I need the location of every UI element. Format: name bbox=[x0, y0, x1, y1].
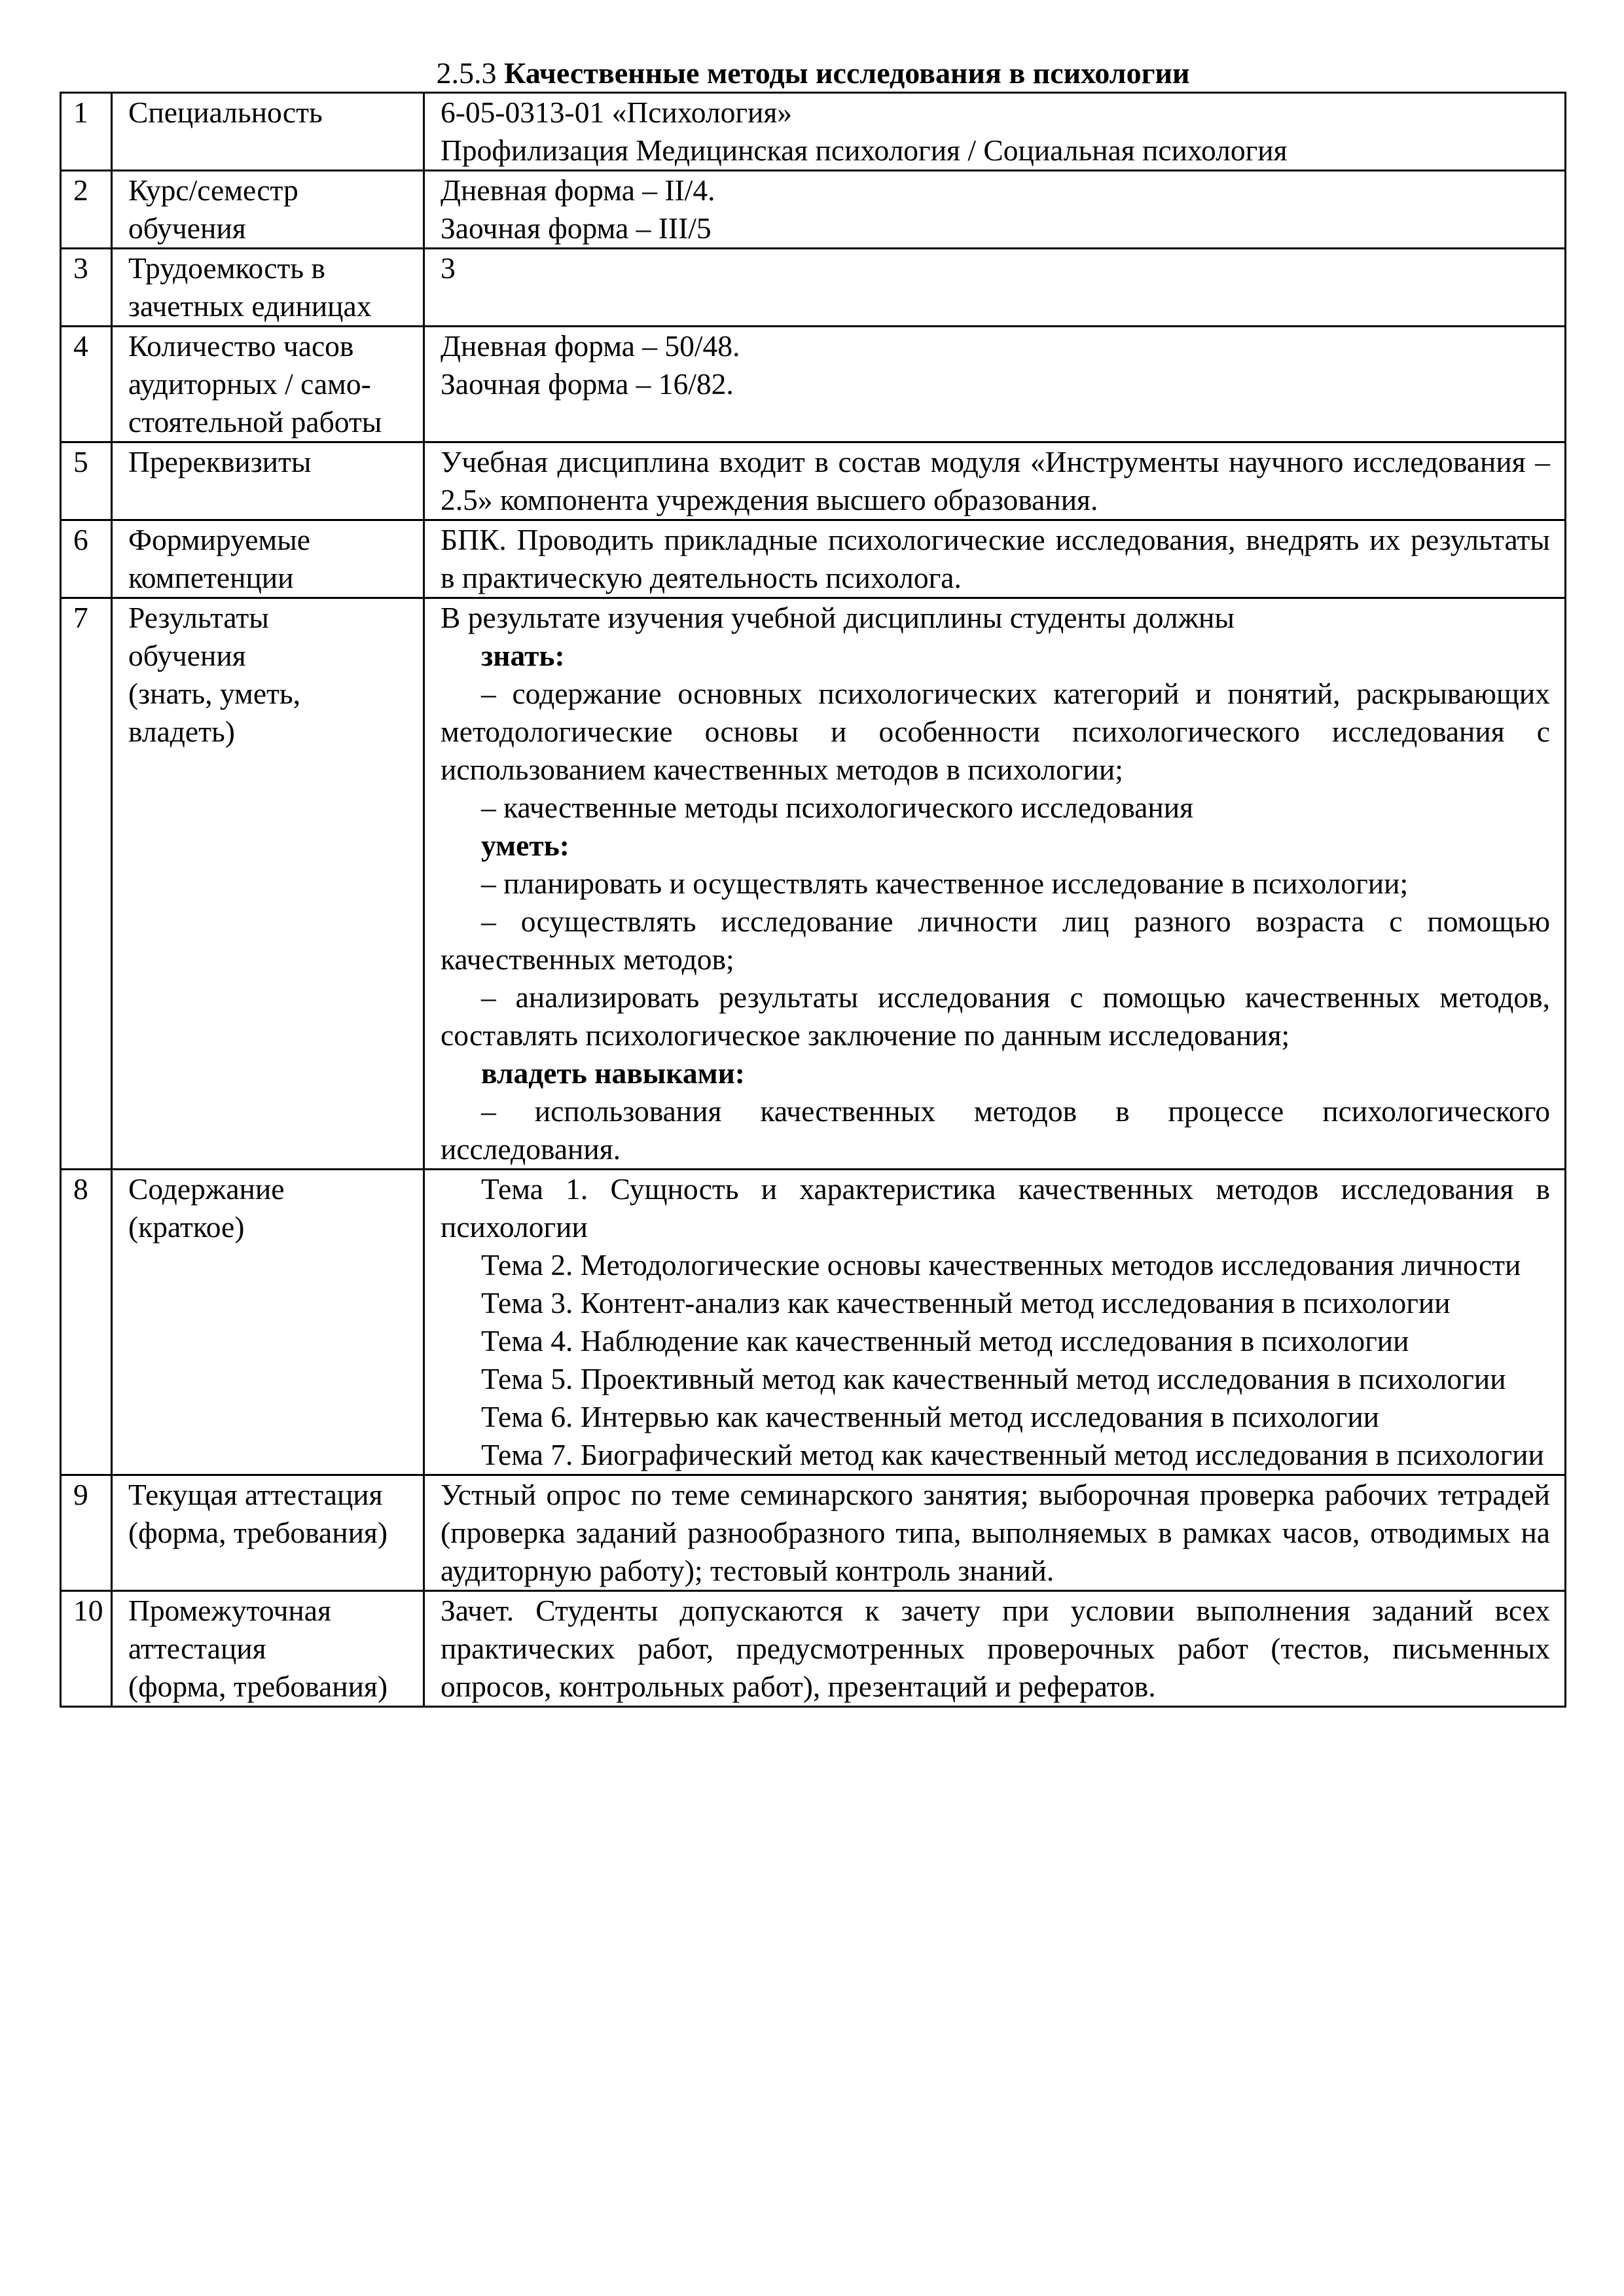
table-row bbox=[61, 171, 1566, 249]
page-title bbox=[60, 55, 1566, 92]
table-row bbox=[61, 93, 1566, 171]
row-label: Трудоемкость в зачетных единицах bbox=[112, 249, 424, 327]
table-row bbox=[61, 1591, 1566, 1707]
row-number: 6 bbox=[61, 520, 112, 598]
list-item: – планировать и осуществлять качественное исследование в психологии; bbox=[481, 867, 1409, 900]
row-number: 2 bbox=[61, 171, 112, 249]
row-value: Учебная дисциплина входит в состав модуля «Инструменты научного исследования – 2.5» компонента учреждения высшего образования. bbox=[424, 442, 1566, 520]
row-number: 5 bbox=[61, 442, 112, 520]
row-label: Количество часов аудиторных / само- стоятельной работы bbox=[112, 327, 424, 442]
row-label: Формируемые компетенции bbox=[112, 520, 424, 598]
topic-item: Тема 6. Интервью как качественный метод исследования в психологии bbox=[481, 1400, 1380, 1433]
topic-item: Тема 3. Контент-анализ как качественный метод исследования в психологии bbox=[481, 1286, 1451, 1319]
row-value: БПК. Проводить прикладные психологические исследования, внедрять их результаты в практическую деятельность психолога. bbox=[424, 520, 1566, 598]
row-label: Результаты обучения (знать, уметь, владеть) bbox=[112, 598, 424, 1170]
row-value bbox=[424, 1170, 1566, 1475]
topic-item: Тема 4. Наблюдение как качественный метод исследования в психологии bbox=[481, 1324, 1409, 1357]
table-row bbox=[61, 1170, 1566, 1475]
table-row bbox=[61, 520, 1566, 598]
row-value: 3 bbox=[424, 249, 1566, 327]
row-label: Курс/семестр обучения bbox=[112, 171, 424, 249]
table-row bbox=[61, 1475, 1566, 1591]
document-page bbox=[60, 55, 1566, 1708]
row-number: 7 bbox=[61, 598, 112, 1170]
can-heading: уметь: bbox=[481, 829, 569, 862]
row-label: Промежуточная аттестация (форма, требования) bbox=[112, 1591, 424, 1707]
section-number: 2.5.3 bbox=[436, 56, 497, 90]
row-value: Устный опрос по теме семинарского занятия; выборочная проверка рабочих тетрадей (проверка заданий разнообразного типа, выполняемых в рамках часов, отводимых на аудиторную работу); тестовый контроль знаний. bbox=[424, 1475, 1566, 1591]
table-row bbox=[61, 442, 1566, 520]
row-number: 10 bbox=[61, 1591, 112, 1707]
list-item: – содержание основных психологических категорий и понятий, раскрывающих методологические основы и особенности психологического исследования с использованием качественных методов в психологии; bbox=[441, 677, 1550, 786]
row-number: 4 bbox=[61, 327, 112, 442]
table-row bbox=[61, 327, 1566, 442]
row-number: 8 bbox=[61, 1170, 112, 1475]
topic-item: Тема 2. Методологические основы качественных методов исследования личности bbox=[481, 1248, 1521, 1282]
row-label: Специальность bbox=[112, 93, 424, 171]
learning-intro: В результате изучения учебной дисциплины студенты должны bbox=[441, 601, 1235, 634]
know-heading: знать: bbox=[481, 639, 565, 672]
row-number: 1 bbox=[61, 93, 112, 171]
list-item: – использования качественных методов в процессе психологического исследования. bbox=[441, 1094, 1550, 1166]
row-value bbox=[424, 598, 1566, 1170]
row-value: Дневная форма – II/4. Заочная форма – III/5 bbox=[424, 171, 1566, 249]
row-value: Зачет. Студенты допускаются к зачету при условии выполнения заданий всех практических работ, предусмотренных проверочных работ (тестов, письменных опросов, контрольных работ), презентаций и рефератов. bbox=[424, 1591, 1566, 1707]
list-item: – осуществлять исследование личности лиц разного возраста с помощью качественных методов; bbox=[441, 905, 1550, 976]
topic-item: Тема 5. Проективный метод как качественный метод исследования в психологии bbox=[481, 1362, 1506, 1395]
row-number: 9 bbox=[61, 1475, 112, 1591]
row-value: 6-05-0313-01 «Психология» Профилизация Медицинская психология / Социальная психология bbox=[424, 93, 1566, 171]
row-label: Текущая аттестация (форма, требования) bbox=[112, 1475, 424, 1591]
row-label: Содержание (краткое) bbox=[112, 1170, 424, 1475]
row-number: 3 bbox=[61, 249, 112, 327]
section-title: Качественные методы исследования в психологии bbox=[504, 56, 1190, 90]
topic-item: Тема 1. Сущность и характеристика качественных методов исследования в психологии bbox=[441, 1172, 1550, 1244]
list-item: – качественные методы психологического исследования bbox=[481, 791, 1194, 824]
syllabus-table bbox=[60, 92, 1566, 1708]
topic-item: Тема 7. Биографический метод как качественный метод исследования в психологии bbox=[481, 1438, 1544, 1471]
table-row bbox=[61, 249, 1566, 327]
skills-heading: владеть навыками: bbox=[481, 1056, 745, 1090]
list-item: – анализировать результаты исследования с помощью качественных методов, составлять психологическое заключение по данным исследования; bbox=[441, 980, 1550, 1052]
row-value: Дневная форма – 50/48. Заочная форма – 16/82. bbox=[424, 327, 1566, 442]
row-label: Пререквизиты bbox=[112, 442, 424, 520]
table-row bbox=[61, 598, 1566, 1170]
